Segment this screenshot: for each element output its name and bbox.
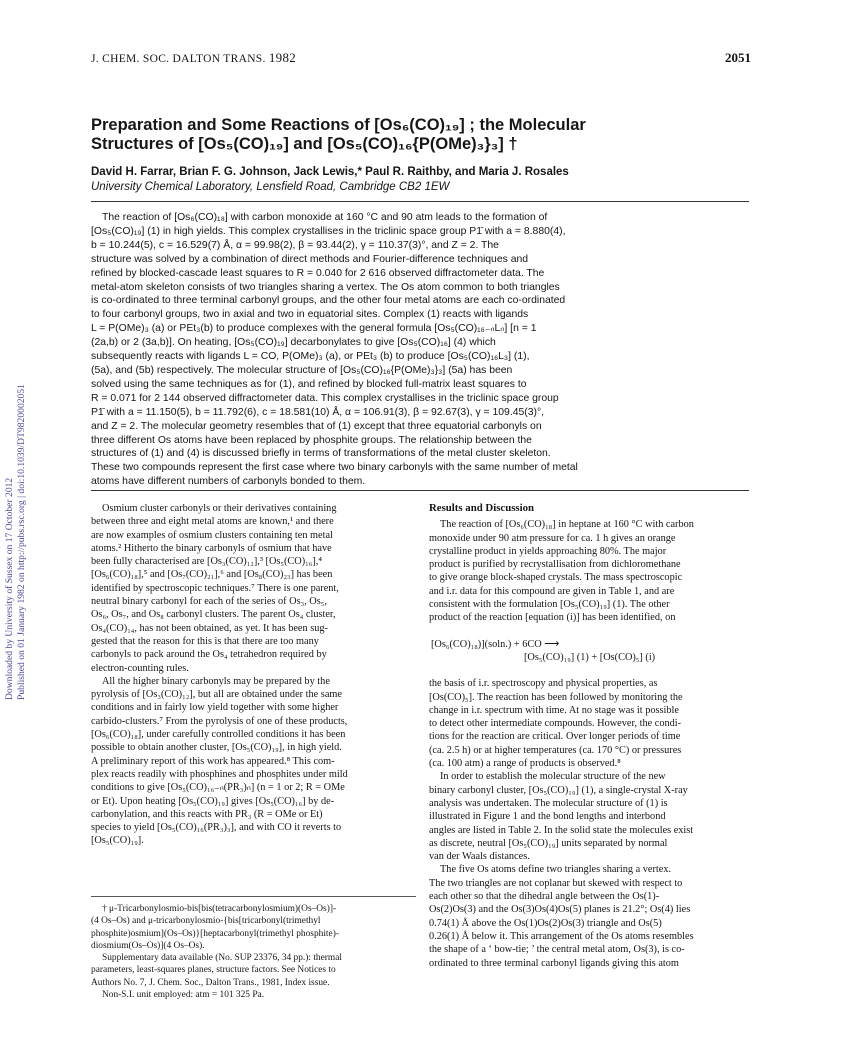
text-line: conditions and in fairly low yield together with some higher (91, 702, 339, 714)
right-column (429, 502, 759, 970)
text-line: product is purified by recrystallisation from dichloromethane (429, 559, 681, 571)
text-line: [Os₆(CO)₁₈],⁵ and [Os₇(CO)₂₁],⁶ and [Os₈(CO)₂₃] has been (91, 569, 333, 581)
abstract (91, 211, 753, 489)
sidebar-downloaded-link[interactable]: Downloaded by University of Sussex on 17 October 2012 (4, 477, 15, 700)
footnote-rule (91, 896, 416, 897)
text-line: ordinated to three terminal carbonyl ligands giving this atom (429, 957, 679, 969)
journal-name: J. CHEM. SOC. DALTON TRANS. (91, 53, 266, 65)
text-line: † μ-Tricarbonylosmio-bis[bis(tetracarbonylosmium)(Os–Os)]- (102, 904, 337, 914)
text-line: atoms.² Hitherto the binary carbonyls of osmium that have (91, 542, 332, 554)
text-line: structures of (1) and (4) is discussed briefly in terms of transformations of the metal cluster skeleton. (91, 448, 551, 460)
text-line: [Os₅(CO)₁₉]. (91, 835, 144, 847)
equation-spacer (429, 625, 759, 638)
article-title (91, 116, 751, 153)
text-line: monoxide under 90 atm pressure for ca. 1 h gives an orange (429, 532, 676, 544)
text-line: to give orange block-shaped crystals. The mass spectroscopic (429, 572, 683, 584)
equation-line: [Os₆(CO)₁₈)](soln.) + 6CO ⟶ (431, 638, 560, 650)
text-line: [Os₅(CO)₁₉] (1) in high yields. This complex crystallises in the triclinic space group P1̄ with a = 8.880(4), (91, 225, 566, 237)
text-line: between three and eight metal atoms are known,¹ and there (91, 516, 334, 528)
text-line: and i.r. data for this compound are given in Table 1, and are (429, 585, 675, 597)
author-list: David H. Farrar, Brian F. G. Johnson, Jack Lewis,* Paul R. Raithby, and Maria J. Rosales (91, 166, 569, 178)
text-line: (4 Os–Os) and μ-tricarbonylosmio-{bis[tricarbonyl(trimethyl (91, 916, 321, 927)
journal-year: 1982 (268, 50, 297, 65)
text-line: Non-S.I. unit employed: atm = 101 325 Pa. (102, 990, 265, 1001)
text-line: product of the reaction [equation (i)] has been identified, on (429, 612, 676, 624)
text-line: 0.26(1) Å below it. This arrangement of the Os atoms resembles (429, 930, 694, 942)
text-line: or Et). Upon heating [Os₅(CO)₁₉] gives [Os₅(CO)₁₆] by de- (91, 795, 335, 807)
left-column (91, 502, 421, 848)
text-line: van der Waals distances. (429, 851, 530, 863)
text-line: 0.74(1) Å above the Os(1)Os(2)Os(3) triangle and Os(5) (429, 917, 662, 929)
text-line: [Os(CO)₅]. The reaction has been followed by monitoring the (429, 691, 683, 703)
page-number: 2051 (725, 50, 751, 65)
text-line: are now examples of osmium clusters containing ten metal (91, 529, 333, 541)
text-line: Os₆, Os₇, and Os₈ carbonyl clusters. The parent Os₄ cluster, (91, 609, 336, 621)
text-line: is co-ordinated to three terminal carbonyl groups, and the other four metal atoms are each co-ordinated (91, 295, 566, 307)
text-line: to four carbonyl groups, two in axial and two in equatorial sites. Complex (1) reacts with ligands (91, 309, 529, 321)
text-line: parameters, least-squares planes, structure factors. See Notices to (91, 965, 336, 976)
text-line: and Z = 2. The molecular geometry resembles that of (1) except that three equatorial carbonyls on (91, 420, 542, 432)
equation-spacer (429, 664, 759, 677)
text-line: refined by blocked-cascade least squares to R = 0.040 for 2 616 observed diffractometer data. The (91, 267, 545, 279)
text-line: tions for the reaction are critical. Over longer periods of time (429, 731, 681, 743)
text-line: metal-atom skeleton consists of two triangles sharing a vertex. The Os atom common to both triangles (91, 281, 560, 293)
text-line: to detect other intermediate compounds. However, the condi- (429, 718, 682, 730)
text-line: A preliminary report of this work has appeared.⁸ This com- (91, 755, 335, 767)
text-line: b = 10.244(5), c = 16.529(7) Å, α = 99.98(2), β = 93.44(2), γ = 110.37(3)°, and Z = 2. The (91, 239, 499, 251)
text-line: crystalline product in yields approaching 80%. The major (429, 545, 667, 557)
section-heading: Results and Discussion (429, 502, 535, 514)
abstract-top-rule (91, 201, 749, 202)
text-line: carbido-clusters.⁷ From the pyrolysis of one of these products, (91, 715, 348, 727)
text-line: possible to obtain another cluster, [Os₅(CO)₁₉], in high yield. (91, 742, 342, 754)
text-line: the basis of i.r. spectroscopy and physical properties, as (429, 678, 658, 690)
text-line: (ca. 2.5 h) or at higher temperatures (ca. 170 °C) or pressures (429, 744, 682, 756)
text-line: pyrolysis of [Os₃(CO)₁₂], but all are obtained under the same (91, 689, 342, 701)
affiliation: University Chemical Laboratory, Lensfield Road, Cambridge CB2 1EW (91, 181, 450, 193)
text-line: three different Os atoms have been replaced by phosphite groups. The relationship between the (91, 434, 532, 446)
results-paragraph-1 (429, 518, 759, 624)
equation-i (429, 638, 759, 665)
text-line: Osmium cluster carbonyls or their derivatives containing (102, 503, 337, 514)
text-line: The reaction of [Os₆(CO)₁₈] with carbon monoxide at 160 °C and 90 atm leads to the formation of (102, 212, 548, 223)
text-line: The reaction of [Os₆(CO)₁₈] in heptane at 160 °C with carbon (440, 519, 694, 531)
text-line: analysis was undertaken. The molecular structure of (1) is (429, 797, 668, 809)
text-line: solved using the same techniques as for (1), and refined by blocked full-matrix least squares to (91, 378, 527, 390)
text-line: L = P(OMe)₃ (a) or PEt₃(b) to produce complexes with the general formula [Os₅(CO)₁₆₋ₙLₙ] [n = 1 (91, 323, 537, 335)
text-line: the shape of a ‘ bow-tie; ’ the central metal atom, Os(3), is co- (429, 944, 685, 956)
text-line: The five Os atoms define two triangles sharing a vertex. (440, 864, 672, 876)
text-line: carbonyls to pack around the Os₄ tetrahedron required by (91, 649, 327, 661)
text-line: as discrete, neutral [Os₅(CO)₁₉] units separated by normal (429, 837, 668, 849)
text-line: consistent with the formulation [Os₅(CO)₁₉] (1). The other (429, 599, 670, 611)
text-line: conditions to give [Os₅(CO)₁₆₋ₙ(PR₃)ₙ] (n = 1 or 2; R = OMe (91, 782, 345, 794)
text-line: Os(2)Os(3) and the Os(3)Os(4)Os(5) planes is 21.2°; Os(4) lies (429, 904, 691, 916)
text-line: Supplementary data available (No. SUP 23376, 34 pp.): thermal (102, 953, 342, 964)
download-sidebar (4, 384, 28, 700)
text-line: each other so that the dihedral angle between the Os(1)- (429, 891, 660, 903)
journal-header (91, 50, 296, 66)
text-line: carbonylation, and this reacts with PR₃ (R = OMe or Et) (91, 808, 323, 820)
text-line: The two triangles are not coplanar but skewed with respect to (429, 877, 683, 889)
text-line: neutral binary carbonyl for each of the series of Os₃, Os₅, (91, 596, 327, 608)
text-line: plex reacts readily with phosphines and phosphites under mild (91, 768, 348, 780)
text-line: angles are listed in Table 2. In the solid state the molecules exist (429, 824, 694, 836)
text-line: identified by spectroscopic techniques.⁷ There is one parent, (91, 582, 339, 594)
text-line: (2a,b) or 2 (3a,b)]. On heating, [Os₅(CO)₁₉] decarbonylates to give [Os₅(CO)₁₆] (4) which (91, 337, 496, 349)
footnotes (91, 903, 421, 1001)
text-line: gested that the reason for this is that there are too many (91, 635, 319, 647)
text-line: In order to establish the molecular structure of the new (440, 771, 666, 783)
equation-line: [Os₅(CO)₁₉] (1) + [Os(CO)₅] (i) (524, 651, 656, 663)
text-line: species to yield [Os₅(CO)₁₆(PR₃)₃], and with CO it reverts to (91, 822, 342, 834)
text-line: subsequently reacts with ligands L = CO, P(OMe)₃ (a), or PEt₃ (b) to produce [Os₅(CO)₁₆L₃] (1), (91, 351, 530, 363)
text-line: Authors No. 7, J. Chem. Soc., Dalton Trans., 1981, Index issue. (91, 977, 330, 988)
text-line: electron-counting rules. (91, 662, 189, 674)
text-line: These two compounds represent the first case where two binary carbonyls with the same number of metal (91, 462, 578, 474)
abstract-bottom-rule (91, 490, 749, 491)
text-line: illustrated in Figure 1 and the bond lengths and interbond (429, 811, 666, 823)
text-line: P1̄ with a = 11.150(5), b = 11.792(6), c = 18.581(10) Å, α = 106.91(3), β = 92.67(3), γ = 109.45(3)°, (91, 406, 545, 418)
text-line: change in i.r. spectrum with time. At no stage was it possible (429, 704, 679, 716)
text-line: [Os₆(CO)₁₈], under carefully controlled conditions it has been (91, 729, 346, 741)
text-line: been fully characterised are [Os₃(CO)₁₂],³ [Os₅(CO)₁₆],⁴ (91, 556, 322, 568)
text-line: atoms have different numbers of carbonyls bonded to them. (91, 476, 366, 488)
text-line: All the higher binary carbonyls may be prepared by the (102, 675, 330, 687)
sidebar-published-link[interactable]: Published on 01 January 1982 on http://pubs.rsc.org | doi:10.1039/DT9820002051 (16, 384, 27, 700)
text-line: R = 0.071 for 2 144 observed diffractometer data. This complex crystallises in the triclinic space group (91, 392, 559, 404)
title-line: Structures of [Os₅(CO)₁₉] and [Os₅(CO)₁₆{P(OMe)₃}₃] † (91, 134, 518, 153)
text-line: binary carbonyl cluster, [Os₅(CO)₁₉] (1), a single-crystal X-ray (429, 784, 688, 796)
text-line: phosphite)osmium](Os–Os)}[heptacarbonyl(trimethyl phosphite)- (91, 928, 339, 939)
text-line: (5a), and (5b) respectively. The molecular structure of [Os₅(CO)₁₆{P(OMe)₃}₃] (5a) has been (91, 364, 513, 376)
text-line: diosmium(Os–Os)](4 Os–Os). (91, 940, 205, 951)
results-paragraph-2 (429, 677, 759, 970)
title-line: Preparation and Some Reactions of [Os₆(CO)₁₉] ; the Molecular (91, 116, 586, 134)
text-line: (ca. 100 atm) a range of products is observed.⁸ (429, 758, 621, 770)
text-line: structure was solved by a combination of direct methods and Fourier-difference techniques and (91, 253, 529, 265)
text-line: Os₄(CO)₁₄, has not been obtained, as yet. It has been sug- (91, 622, 328, 634)
